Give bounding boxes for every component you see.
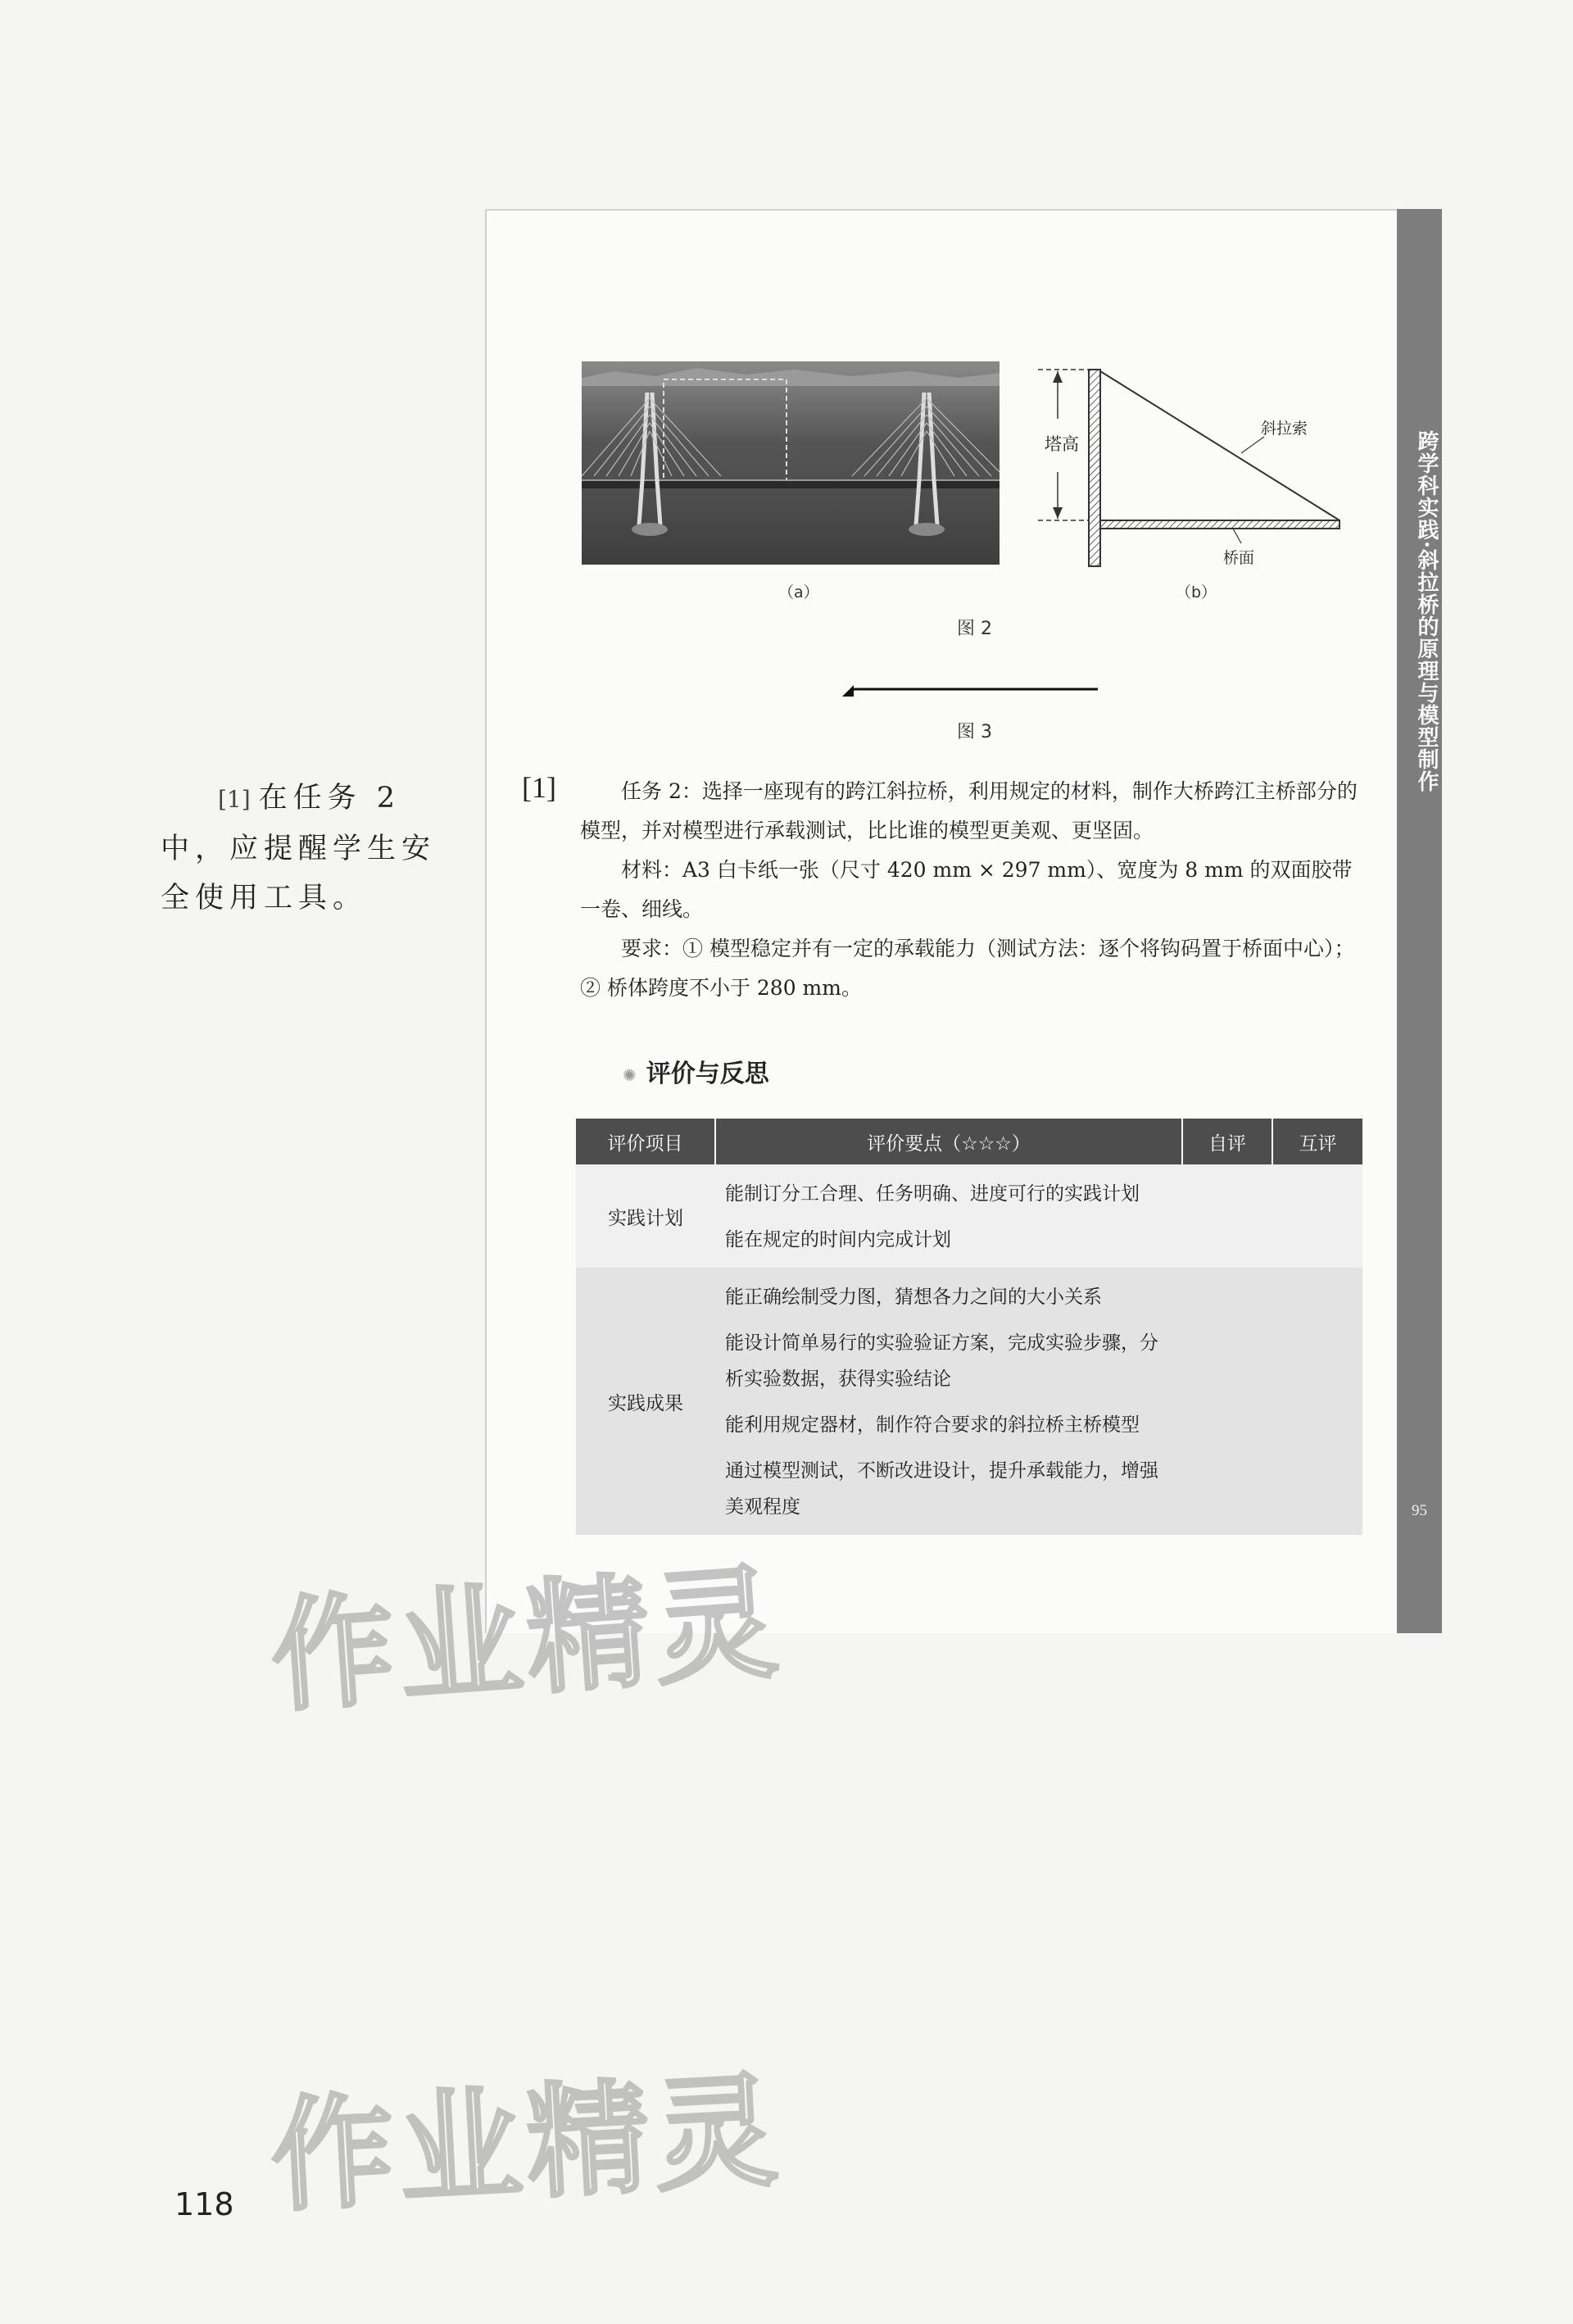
- note-text: 在任务 2 中，应提醒学生安全使用工具。: [161, 782, 437, 915]
- criteria-cell: [715, 1164, 1182, 1268]
- chapter-title: 跨学科实践·斜拉桥的原理与模型制作: [1414, 430, 1439, 793]
- table-row: [576, 1268, 1362, 1535]
- criterion: 能设计简单易行的实验验证方案，完成实验步骤，分析实验数据，获得实验结论: [725, 1332, 1158, 1390]
- criterion: 能制订分工合理、任务明确、进度可行的实践计划: [725, 1183, 1140, 1205]
- chapter-side-strip: [1397, 209, 1442, 1633]
- peer-eval-cell[interactable]: [1272, 1268, 1362, 1535]
- col-header-item: 评价项目: [576, 1119, 715, 1164]
- bridge-photo: [582, 361, 1000, 565]
- criterion: 能利用规定器材，制作符合要求的斜拉桥主桥模型: [725, 1414, 1140, 1436]
- figure-caption-b: （b）: [1176, 583, 1217, 601]
- criteria-cell: [715, 1268, 1182, 1535]
- category-cell: 实践成果: [608, 1392, 683, 1414]
- figure3-title: 图 3: [957, 722, 992, 742]
- bullet-icon: ✺: [623, 1064, 637, 1085]
- evaluation-table: [576, 1119, 1362, 1535]
- figure2-title: 图 2: [957, 619, 992, 639]
- task-paragraph: 任务 2：选择一座现有的跨江斜拉桥，利用规定的材料，制作大桥跨江主桥部分的模型，并对模型进行承载测试，比比谁的模型更美观、更坚固。: [580, 779, 1358, 842]
- table-row: [576, 1164, 1362, 1268]
- label-cable: 斜拉索: [1261, 420, 1308, 438]
- criterion: 能在规定的时间内完成计划: [725, 1229, 951, 1251]
- watermark: 作业精灵: [266, 1551, 787, 1730]
- textbook-page-number: 95: [1412, 1502, 1427, 1519]
- label-deck: 桥面: [1223, 549, 1255, 567]
- self-eval-cell[interactable]: [1182, 1268, 1272, 1535]
- self-eval-cell[interactable]: [1182, 1164, 1272, 1268]
- watermark: 作业精灵: [267, 2059, 786, 2230]
- note-marker: [1]: [218, 786, 251, 813]
- peer-eval-cell[interactable]: [1272, 1164, 1362, 1268]
- requirements-paragraph: 要求：① 模型稳定并有一定的承载能力（测试方法：逐个将钩码置于桥面中心）；② 桥体跨度不小于 280 mm。: [580, 937, 1355, 1000]
- col-header-points: 评价要点（☆☆☆）: [715, 1119, 1182, 1164]
- bridge-force-diagram: [1036, 361, 1356, 574]
- criterion: 能正确绘制受力图，猜想各力之间的大小关系: [725, 1287, 1102, 1308]
- figure3-diagram: [836, 677, 1098, 701]
- book-page-number: 118: [175, 2186, 234, 2222]
- task-description: [580, 772, 1371, 1008]
- label-tower-height: 塔高: [1045, 434, 1079, 454]
- margin-teacher-note: [161, 774, 451, 923]
- col-header-self: 自评: [1182, 1119, 1272, 1164]
- category-cell: 实践计划: [608, 1207, 683, 1229]
- col-header-peer: 互评: [1272, 1119, 1362, 1164]
- body-note-marker: [1]: [522, 771, 556, 804]
- criterion: 通过模型测试，不断改进设计，提升承载能力，增强美观程度: [725, 1460, 1158, 1518]
- materials-paragraph: 材料：A3 白卡纸一张（尺寸 420 mm × 297 mm）、宽度为 8 mm 的双面胶带一卷、细线。: [580, 858, 1353, 921]
- evaluation-heading: ✺ 评价与反思: [623, 1060, 769, 1088]
- figure-caption-a: （a）: [778, 583, 819, 601]
